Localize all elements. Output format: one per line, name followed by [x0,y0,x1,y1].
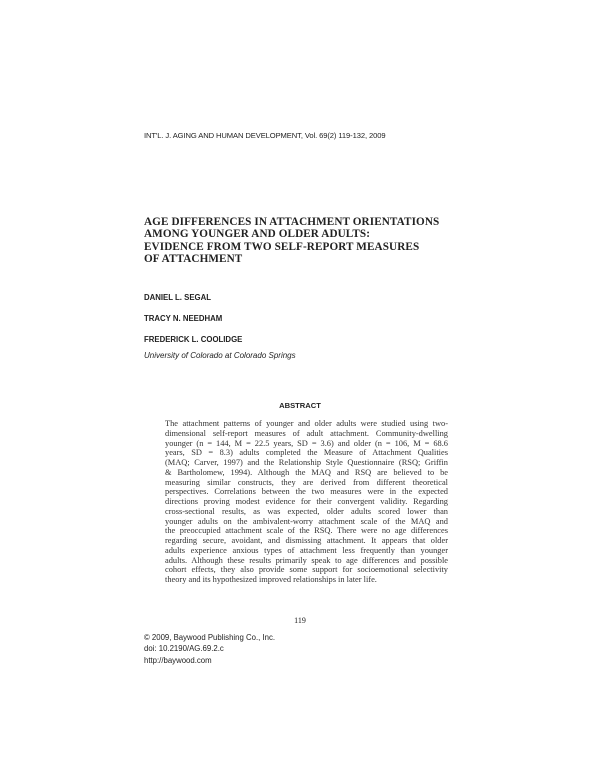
affiliation: University of Colorado at Colorado Springs [144,351,296,360]
abstract-line: younger adults on the ambivalent-worry attachment scale of the MAQ and [165,516,448,526]
article-title [144,216,439,266]
abstract-line: perspectives. Correlations between the two measures were in the expected [165,487,448,497]
abstract-line: theory and its hypothesized improved relationships in later life. [165,575,377,584]
title-line: EVIDENCE FROM TWO SELF-REPORT MEASURES [144,240,420,253]
abstract-line: the preoccupied attachment scale of the RSQ. There were no age differences [165,526,448,536]
author-name: FREDERICK L. COOLIDGE [144,335,243,344]
abstract-line: measuring similar constructs, they are derived from different theoretical [165,477,448,487]
author-name: DANIEL L. SEGAL [144,293,212,302]
title-line: OF ATTACHMENT [144,253,243,266]
abstract-heading: ABSTRACT [279,401,321,410]
abstract-body [165,419,448,585]
abstract-line: regarding secure, avoidant, and dismissing attachment. It appears that older [165,536,448,545]
abstract-line: dimensional self-report measures of adult attachment. Community-dwelling [165,428,448,438]
abstract-line: cohort effects, they also provide some support for socioemotional selectivity [165,565,448,575]
page-number: 119 [294,616,306,625]
abstract-line: adults experience anxious types of attachment less frequently than younger [165,545,448,555]
abstract-line: years, SD = 8.3) adults completed the Measure of Attachment Qualities [165,448,448,458]
journal-header: INT'L. J. AGING AND HUMAN DEVELOPMENT, Vol. 69(2) 119-132, 2009 [144,131,386,140]
abstract-line: younger (n = 144, M = 22.5 years, SD = 3.6) and older (n = 106, M = 68.6 [165,438,448,448]
abstract-line: adults. Although these results primarily speak to age differences and possible [165,555,448,565]
abstract-line: directions proving modest evidence for their convergent validity. Regarding [165,497,448,506]
publisher-link[interactable]: http://baywood.com [144,656,212,665]
abstract-line: The attachment patterns of younger and older adults were studied using two- [165,419,448,428]
author-name: TRACY N. NEEDHAM [144,314,223,323]
copyright: © 2009, Baywood Publishing Co., Inc. [144,633,276,642]
abstract-line: (MAQ; Carver, 1997) and the Relationship Style Questionnaire (RSQ; Griffin [165,458,448,467]
abstract-line: cross-sectional results, as was expected, older adults scored lower than [165,506,448,516]
doi: doi: 10.2190/AG.69.2.c [144,644,224,653]
title-line: AGE DIFFERENCES IN ATTACHMENT ORIENTATIONS [144,216,440,228]
title-line: AMONG YOUNGER AND OLDER ADULTS: [144,228,371,241]
abstract-line: & Bartholomew, 1994). Although the MAQ and RSQ are believed to be [165,467,448,477]
